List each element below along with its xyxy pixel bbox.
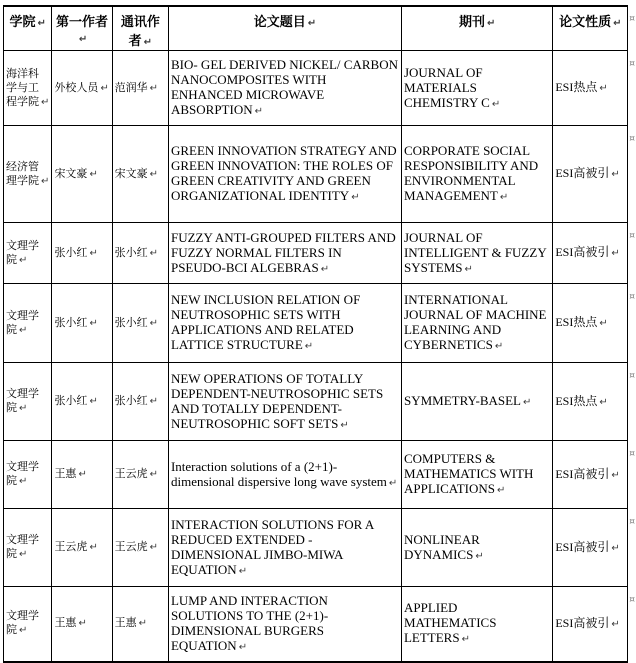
table-row	[4, 223, 636, 284]
cell-end-mark: ↵	[149, 542, 159, 553]
cell-paper-title	[168, 126, 401, 223]
cell-end-mark: ↵	[613, 18, 622, 29]
cell-end-mark: ↵	[599, 83, 608, 94]
first-author-text: 宋文豪	[54, 167, 88, 180]
cell-end-mark: ↵	[464, 263, 473, 275]
paper-nature-text: ESI高被引	[555, 539, 610, 554]
row-end-cell	[628, 223, 636, 284]
header-first-author	[52, 6, 112, 51]
cell-paper-title	[168, 363, 401, 441]
cell-end-mark: ↵	[19, 403, 28, 414]
table-row	[4, 441, 636, 509]
cell-journal	[401, 51, 552, 126]
header-corresponding-author-label: 通讯作者	[120, 14, 160, 48]
header-journal	[401, 6, 552, 51]
paper-nature-text: ESI高被引	[555, 466, 610, 481]
cell-end-mark: ↵	[78, 469, 87, 480]
cell-end-mark: ↵	[149, 168, 159, 180]
papers-table	[3, 5, 636, 663]
cell-end-mark: ↵	[149, 469, 159, 480]
cell-end-mark: ↵	[461, 634, 470, 646]
cell-end-mark: ↵	[304, 341, 314, 352]
cell-college	[4, 51, 52, 126]
cell-end-mark: ↵	[238, 565, 248, 577]
college-text: 文理学院	[6, 610, 39, 637]
cell-end-mark: ↵	[320, 263, 330, 275]
row-end-cell	[628, 441, 636, 509]
cell-end-mark: ↵	[611, 169, 620, 180]
cell-end-mark: ↵	[19, 324, 28, 336]
cell-end-mark: ↵	[499, 192, 509, 203]
corresponding-author-text: 张小红	[114, 316, 148, 329]
cell-end-mark: ↵	[41, 96, 50, 108]
header-college-label: 学院	[9, 14, 36, 29]
cell-paper-title	[168, 284, 401, 363]
cell-paper-nature	[553, 363, 628, 441]
cell-journal	[401, 126, 552, 223]
cell-paper-nature	[553, 284, 628, 363]
cell-paper-nature	[553, 441, 628, 509]
corresponding-author-text: 王惠	[114, 617, 137, 630]
paper-nature-text: ESI热点	[555, 315, 598, 329]
cell-first-author	[52, 126, 112, 223]
row-end-mark: ¤	[629, 58, 635, 69]
cell-end-mark: ↵	[611, 618, 620, 630]
paper-title-text: Interaction solutions of a (2+1)- dimensional dispersive long wave system	[170, 458, 387, 489]
cell-end-mark: ↵	[78, 34, 88, 45]
cell-first-author	[52, 51, 112, 126]
cell-end-mark: ↵	[78, 618, 87, 630]
cell-paper-nature	[553, 223, 628, 284]
row-end-cell	[628, 126, 636, 223]
cell-end-mark: ↵	[496, 485, 506, 496]
row-end-mark: ¤	[629, 448, 635, 459]
cell-end-mark: ↵	[89, 168, 98, 180]
cell-end-mark: ↵	[149, 396, 159, 407]
cell-first-author	[52, 587, 112, 662]
college-text: 文理学院	[6, 534, 39, 560]
cell-journal	[401, 363, 552, 441]
college-text: 海洋科学与工程学院	[6, 67, 39, 108]
table-row	[4, 284, 636, 363]
row-end-cell	[628, 284, 636, 363]
cell-end-mark: ↵	[149, 317, 159, 329]
cell-end-mark: ↵	[143, 37, 153, 48]
cell-end-mark: ↵	[491, 98, 501, 110]
journal-text: JOURNAL OF MATERIALS CHEMISTRY C	[403, 64, 490, 110]
paper-title-text: LUMP AND INTERACTION SOLUTIONS TO THE (2+1)- DIMENSIONAL BURGERS EQUATION	[170, 592, 329, 653]
cell-college	[4, 284, 52, 363]
cell-end-mark: ↵	[523, 397, 532, 408]
college-text: 文理学院	[6, 461, 39, 487]
cell-end-mark: ↵	[37, 18, 46, 29]
cell-corresponding-author	[112, 284, 168, 363]
cell-paper-title	[168, 51, 401, 126]
cell-end-mark: ↵	[307, 18, 317, 29]
cell-college	[4, 587, 52, 662]
cell-first-author	[52, 284, 112, 363]
row-end-mark: ¤	[629, 370, 635, 381]
paper-title-text: GREEN INNOVATION STRATEGY AND GREEN INNOVATION: THE ROLES OF GREEN CREATIVITY AND GREEN ORGANIZATIONAL IDENTITY	[170, 143, 397, 203]
cell-end-mark: ↵	[149, 82, 159, 94]
paper-title-text: NEW OPERATIONS OF TOTALLY DEPENDENT-NEUTROSOPHIC SETS AND TOTALLY DEPENDENT- NEUTROSOPHIC SOFT SETS	[170, 370, 384, 431]
row-end-mark: ¤	[629, 516, 635, 527]
corresponding-author-text: 张小红	[114, 246, 148, 259]
cell-first-author	[52, 509, 112, 587]
journal-text: COMPUTERS & MATHEMATICS WITH APPLICATIONS	[403, 451, 534, 496]
cell-end-mark: ↵	[149, 247, 159, 259]
row-end-cell	[628, 363, 636, 441]
row-end-cell	[628, 587, 636, 662]
paper-nature-text: ESI高被引	[555, 166, 610, 180]
table-row	[4, 363, 636, 441]
header-paper-title-label: 论文题目	[253, 14, 306, 29]
cell-end-mark: ↵	[19, 625, 28, 637]
cell-end-mark: ↵	[138, 618, 148, 630]
cell-end-mark: ↵	[486, 18, 496, 29]
paper-nature-text: ESI高被引	[555, 615, 610, 630]
cell-first-author	[52, 363, 112, 441]
header-first-author-label: 第一作者	[56, 14, 109, 29]
header-paper-title	[168, 6, 401, 51]
cell-journal	[401, 509, 552, 587]
first-author-text: 王云虎	[54, 541, 88, 553]
cell-paper-nature	[553, 587, 628, 662]
cell-corresponding-author	[112, 587, 168, 662]
cell-college	[4, 441, 52, 509]
first-author-text: 张小红	[54, 246, 88, 259]
cell-college	[4, 363, 52, 441]
college-text: 文理学院	[6, 239, 39, 266]
cell-corresponding-author	[112, 509, 168, 587]
paper-title-text: FUZZY ANTI-GROUPED FILTERS AND FUZZY NORMAL FILTERS IN PSEUDO-BCI ALGEBRAS	[170, 229, 396, 275]
first-author-text: 张小红	[54, 316, 88, 329]
first-author-text: 外校人员	[54, 81, 99, 94]
row-end-mark: ¤	[629, 14, 635, 24]
cell-end-mark: ↵	[254, 106, 263, 117]
cell-end-mark: ↵	[611, 469, 620, 481]
cell-end-mark: ↵	[19, 549, 28, 560]
cell-first-author	[52, 223, 112, 284]
header-row	[4, 6, 636, 51]
row-end-mark: ¤	[629, 594, 635, 605]
college-text: 经济管理学院	[6, 160, 39, 187]
paper-nature-text: ESI高被引	[555, 245, 610, 259]
cell-end-mark: ↵	[238, 641, 248, 653]
cell-end-mark: ↵	[19, 254, 28, 266]
cell-end-mark: ↵	[611, 248, 620, 259]
cell-end-mark: ↵	[599, 318, 608, 329]
cell-college	[4, 126, 52, 223]
cell-paper-title	[168, 509, 401, 587]
cell-first-author	[52, 441, 112, 509]
first-author-text: 张小红	[54, 395, 88, 407]
cell-end-mark: ↵	[599, 396, 608, 408]
cell-end-mark: ↵	[340, 419, 349, 431]
cell-corresponding-author	[112, 363, 168, 441]
corresponding-author-text: 宋文豪	[114, 167, 148, 180]
header-paper-nature-label: 论文性质	[559, 14, 612, 29]
table-row	[4, 126, 636, 223]
row-end-cell	[628, 6, 636, 51]
cell-end-mark: ↵	[89, 317, 98, 329]
row-end-mark: ¤	[629, 133, 635, 144]
cell-paper-title	[168, 223, 401, 284]
cell-journal	[401, 223, 552, 284]
cell-end-mark: ↵	[611, 542, 620, 554]
cell-college	[4, 509, 52, 587]
paper-title-text: BIO- GEL DERIVED NICKEL/ CARBON NANOCOMPOSITES WITH ENHANCED MICROWAVE ABSORPTION	[170, 57, 398, 117]
corresponding-author-text: 张小红	[114, 395, 148, 407]
journal-text: NONLINEAR DYNAMICS	[403, 531, 480, 562]
corresponding-author-text: 王云虎	[114, 468, 148, 480]
cell-end-mark: ↵	[89, 396, 98, 407]
journal-text: SYMMETRY-BASEL	[403, 393, 521, 408]
journal-text: CORPORATE SOCIAL RESPONSIBILITY AND ENVIRONMENTAL MANAGEMENT	[403, 143, 539, 203]
cell-corresponding-author	[112, 51, 168, 126]
cell-end-mark: ↵	[494, 341, 504, 352]
cell-paper-title	[168, 587, 401, 662]
row-end-mark: ¤	[629, 291, 635, 302]
cell-end-mark: ↵	[19, 476, 28, 487]
first-author-text: 王惠	[54, 468, 77, 480]
header-journal-label: 期刊	[458, 14, 485, 29]
cell-end-mark: ↵	[475, 550, 484, 562]
header-paper-nature	[553, 6, 628, 51]
paper-title-text: NEW INCLUSION RELATION OF NEUTROSOPHIC SETS WITH APPLICATIONS AND RELATED LATTICE STRUCTURE	[170, 292, 361, 352]
cell-paper-nature	[553, 509, 628, 587]
journal-text: INTERNATIONAL JOURNAL OF MACHINE LEARNING AND CYBERNETICS	[403, 292, 547, 352]
cell-journal	[401, 587, 552, 662]
header-corresponding-author	[112, 6, 168, 51]
paper-nature-text: ESI热点	[555, 393, 598, 408]
journal-text: APPLIED MATHEMATICS LETTERS	[403, 600, 497, 646]
cell-paper-title	[168, 441, 401, 509]
row-end-cell	[628, 51, 636, 126]
paper-nature-text: ESI热点	[555, 80, 598, 94]
cell-paper-nature	[553, 51, 628, 126]
college-text: 文理学院	[6, 388, 39, 414]
journal-text: JOURNAL OF INTELLIGENT & FUZZY SYSTEMS	[403, 229, 547, 275]
cell-journal	[401, 284, 552, 363]
table-row	[4, 509, 636, 587]
college-text: 文理学院	[6, 309, 39, 336]
cell-end-mark: ↵	[89, 542, 98, 553]
cell-college	[4, 223, 52, 284]
corresponding-author-text: 范润华	[114, 81, 148, 94]
table-row	[4, 51, 636, 126]
corresponding-author-text: 王云虎	[114, 541, 148, 553]
row-end-mark: ¤	[629, 230, 635, 241]
table-row	[4, 587, 636, 662]
first-author-text: 王惠	[54, 617, 77, 630]
cell-end-mark: ↵	[351, 192, 360, 203]
cell-corresponding-author	[112, 441, 168, 509]
paper-title-text: INTERACTION SOLUTIONS FOR A REDUCED EXTENDED - DIMENSIONAL JIMBO-MIWA EQUATION	[170, 516, 374, 577]
cell-end-mark: ↵	[41, 175, 50, 187]
cell-end-mark: ↵	[89, 247, 98, 259]
row-end-cell	[628, 509, 636, 587]
cell-corresponding-author	[112, 223, 168, 284]
cell-end-mark: ↵	[388, 477, 398, 489]
cell-paper-nature	[553, 126, 628, 223]
header-college	[4, 6, 52, 51]
cell-end-mark: ↵	[100, 82, 109, 94]
cell-corresponding-author	[112, 126, 168, 223]
cell-journal	[401, 441, 552, 509]
